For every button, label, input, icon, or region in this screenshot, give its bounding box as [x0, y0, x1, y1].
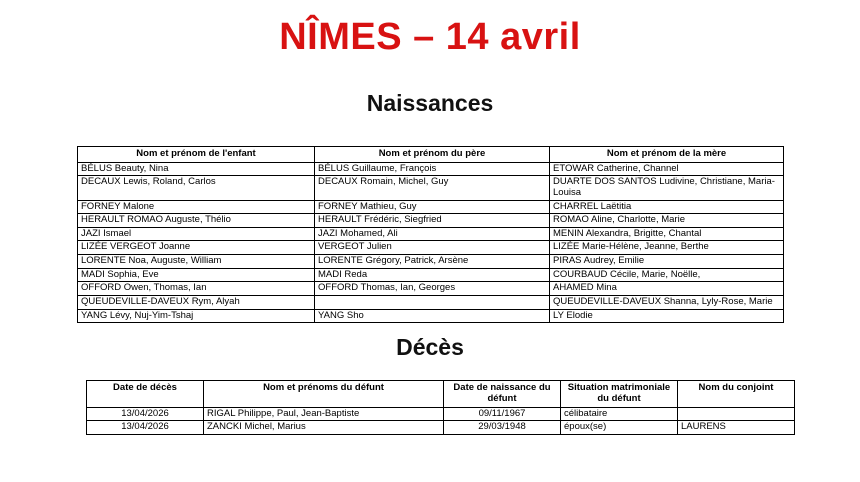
cell-child-name: LORENTE Noa, Auguste, William — [78, 255, 315, 269]
cell-father-name — [315, 295, 550, 309]
cell-child-name: LIZÉE VERGEOT Joanne — [78, 241, 315, 255]
table-row — [78, 227, 784, 241]
page-title: NÎMES – 14 avril — [279, 16, 581, 58]
cell-father-name: HERAULT Frédéric, Siegfried — [315, 214, 550, 228]
cell-child-name: BÉLUS Beauty, Nina — [78, 162, 315, 176]
cell-father-name: BÉLUS Guillaume, François — [315, 162, 550, 176]
cell-child-name: YANG Lévy, Nuj-Yim-Tshaj — [78, 309, 315, 323]
cell-mother-name: ETOWAR Catherine, Channel — [550, 162, 784, 176]
table-row — [78, 200, 784, 214]
cell-father-name: YANG Sho — [315, 309, 550, 323]
cell-birth-date: 29/03/1948 — [444, 421, 561, 435]
cell-mother-name: MENIN Alexandra, Brigitte, Chantal — [550, 227, 784, 241]
cell-father-name: VERGEOT Julien — [315, 241, 550, 255]
table-row — [78, 282, 784, 296]
cell-mother-name: PIRAS Audrey, Emilie — [550, 255, 784, 269]
cell-child-name: DECAUX Lewis, Roland, Carlos — [78, 176, 315, 200]
cell-child-name: JAZI Ismael — [78, 227, 315, 241]
cell-father-name: DECAUX Romain, Michel, Guy — [315, 176, 550, 200]
column-header-deceased-name: Nom et prénoms du défunt — [204, 381, 444, 408]
cell-death-date: 13/04/2026 — [87, 407, 204, 421]
deces-table — [86, 380, 795, 435]
cell-father-name: JAZI Mohamed, Ali — [315, 227, 550, 241]
table-row — [78, 176, 784, 200]
cell-mother-name: LIZÉE Marie-Hélène, Jeanne, Berthe — [550, 241, 784, 255]
cell-child-name: OFFORD Owen, Thomas, Ian — [78, 282, 315, 296]
cell-mother-name: DUARTE DOS SANTOS Ludivine, Christiane, Maria-Louisa — [550, 176, 784, 200]
section-title-naissances: Naissances — [366, 90, 494, 116]
table-row — [78, 214, 784, 228]
column-header-birth-date: Date de naissance du défunt — [444, 381, 561, 408]
cell-child-name: MADI Sophia, Eve — [78, 268, 315, 282]
cell-spouse-name — [678, 407, 795, 421]
cell-mother-name: ROMAO Aline, Charlotte, Marie — [550, 214, 784, 228]
cell-child-name: QUEUDEVILLE-DAVEUX Rym, Alyah — [78, 295, 315, 309]
table-row — [87, 421, 795, 435]
table-row — [78, 309, 784, 323]
cell-child-name: FORNEY Malone — [78, 200, 315, 214]
table-row — [78, 241, 784, 255]
table-row — [78, 268, 784, 282]
table-row — [78, 295, 784, 309]
column-header-father-name: Nom et prénom du père — [315, 147, 550, 163]
cell-father-name: LORENTE Grégory, Patrick, Arsène — [315, 255, 550, 269]
column-header-spouse-name: Nom du conjoint — [678, 381, 795, 408]
cell-death-date: 13/04/2026 — [87, 421, 204, 435]
cell-mother-name: CHARREL Laëtitia — [550, 200, 784, 214]
cell-father-name: OFFORD Thomas, Ian, Georges — [315, 282, 550, 296]
naissances-table — [77, 146, 784, 323]
cell-mother-name: LY Elodie — [550, 309, 784, 323]
cell-spouse-name: LAURENS — [678, 421, 795, 435]
cell-father-name: MADI Reda — [315, 268, 550, 282]
table-row — [78, 162, 784, 176]
cell-deceased-name: RIGAL Philippe, Paul, Jean-Baptiste — [204, 407, 444, 421]
column-header-death-date: Date de décès — [87, 381, 204, 408]
cell-marital-status: époux(se) — [561, 421, 678, 435]
cell-marital-status: célibataire — [561, 407, 678, 421]
column-header-child-name: Nom et prénom de l'enfant — [78, 147, 315, 163]
column-header-mother-name: Nom et prénom de la mère — [550, 147, 784, 163]
cell-father-name: FORNEY Mathieu, Guy — [315, 200, 550, 214]
cell-birth-date: 09/11/1967 — [444, 407, 561, 421]
table-row — [78, 255, 784, 269]
table-row — [87, 407, 795, 421]
table-header-row — [78, 147, 784, 163]
column-header-marital-status: Situation matrimoniale du défunt — [561, 381, 678, 408]
cell-deceased-name: ZANCKI Michel, Marius — [204, 421, 444, 435]
section-title-deces: Décès — [396, 334, 464, 360]
cell-mother-name: COURBAUD Cécile, Marie, Noëlle, — [550, 268, 784, 282]
cell-mother-name: QUEUDEVILLE-DAVEUX Shanna, Lyly-Rose, Marie — [550, 295, 784, 309]
cell-mother-name: AHAMED Mina — [550, 282, 784, 296]
table-header-row — [87, 381, 795, 408]
cell-child-name: HERAULT ROMAO Auguste, Thélio — [78, 214, 315, 228]
